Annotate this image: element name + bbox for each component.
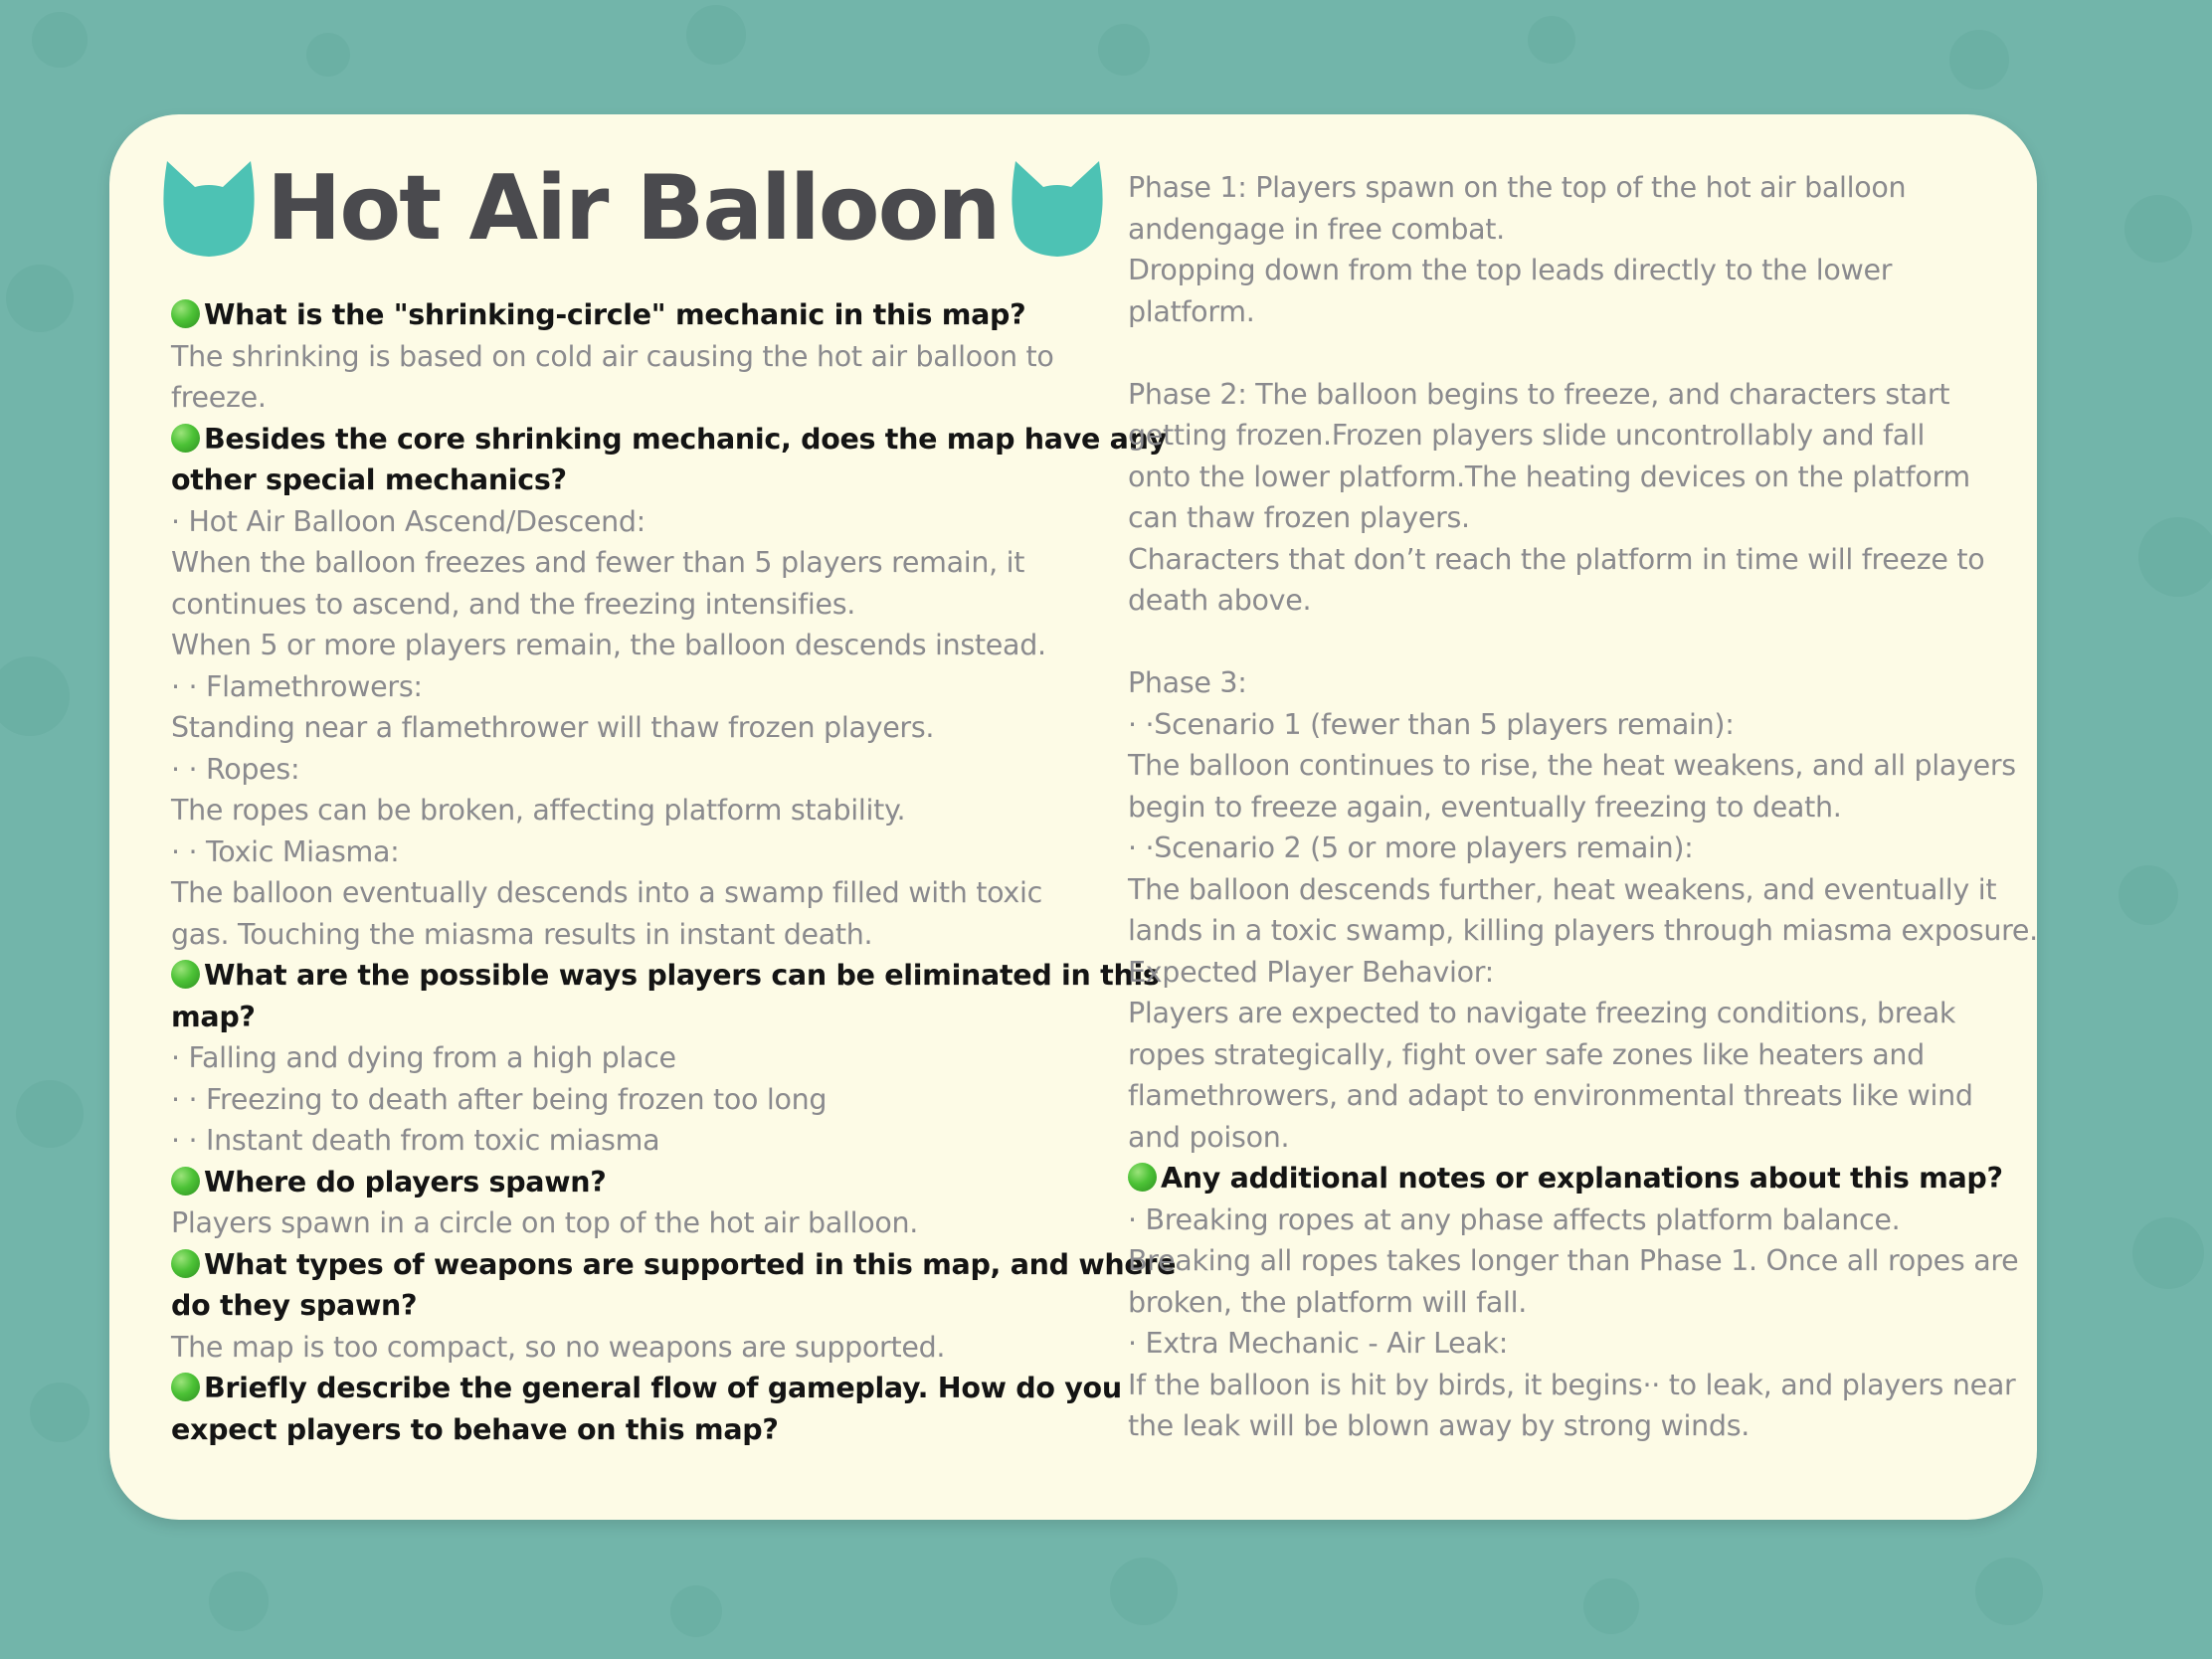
question-text: What is the "shrinking-circle" mechanic in this map? — [204, 298, 1026, 331]
answer-text: onto the lower platform.The heating devices on the platform — [1128, 460, 1970, 493]
answer-line — [171, 1202, 1046, 1244]
answer-line — [1128, 910, 2038, 952]
answer-text: · Falling and dying from a high place — [171, 1041, 676, 1074]
answer-line — [1128, 869, 2003, 911]
answer-line — [1128, 1323, 2003, 1365]
answer-line — [1128, 580, 2003, 622]
answer-line — [171, 1327, 1046, 1369]
answer-text: Expected Player Behavior: — [1128, 955, 1494, 989]
answer-line — [171, 749, 1046, 791]
question-text: Where do players spawn? — [204, 1165, 607, 1198]
answer-line — [1128, 662, 2003, 704]
answer-text: begin to freeze again, eventually freezing to death. — [1128, 790, 1842, 824]
answer-line — [1128, 1405, 2003, 1447]
answer-text: · · Ropes: — [171, 752, 300, 786]
question-line — [171, 294, 1046, 336]
answer-text: the leak will be blown away by strong winds. — [1128, 1409, 1751, 1442]
question-line — [171, 997, 1046, 1038]
title-row — [159, 149, 1034, 269]
answer-line — [1128, 993, 2003, 1034]
answer-line — [171, 336, 1054, 378]
answer-text: broken, the platform will fall. — [1128, 1285, 1528, 1319]
answer-line — [171, 872, 1046, 914]
answer-line — [171, 501, 1046, 543]
answer-line — [1128, 457, 2003, 498]
question-text: What are the possible ways players can be eliminated in this — [204, 959, 1160, 992]
answer-text: freeze. — [171, 381, 267, 414]
answer-text: and poison. — [1128, 1120, 1290, 1154]
answer-line — [171, 625, 1046, 666]
answer-text: flamethrowers, and adapt to environmental threats like wind — [1128, 1079, 1973, 1112]
question-text: expect players to behave on this map? — [171, 1412, 779, 1446]
paragraph-gap — [1128, 622, 2003, 663]
answer-text: When 5 or more players remain, the balloon descends instead. — [171, 629, 1046, 661]
answer-text: The balloon eventually descends into a swamp filled with toxic — [171, 876, 1042, 909]
question-text: What types of weapons are supported in this map, and where — [204, 1247, 1177, 1281]
answer-line — [1128, 828, 2003, 869]
answer-text: · · Toxic Miasma: — [171, 834, 400, 868]
answer-line — [1128, 745, 2016, 787]
question-line — [171, 460, 1046, 501]
question-text: Briefly describe the general flow of gameplay. How do you — [204, 1372, 1122, 1404]
answer-line — [1128, 167, 2003, 209]
answer-text: · Breaking ropes at any phase affects platform balance. — [1128, 1202, 1901, 1236]
cat-head-icon — [1008, 157, 1107, 261]
question-line — [171, 1162, 1046, 1203]
answer-line — [171, 1120, 1046, 1162]
answer-line — [1128, 1034, 2003, 1076]
question-line — [171, 955, 1160, 997]
answer-text: The balloon descends further, heat weakens, and eventually it — [1128, 872, 1997, 906]
answer-line — [171, 584, 1046, 626]
answer-line — [171, 542, 1046, 584]
answer-text: Standing near a flamethrower will thaw frozen players. — [171, 711, 935, 744]
answer-text: Phase 1: Players spawn on the top of the hot air balloon — [1128, 171, 1907, 204]
answer-text: Phase 2: The balloon begins to freeze, and characters start — [1128, 377, 1950, 411]
answer-text: Breaking all ropes takes longer than Phase 1. Once all ropes are — [1128, 1244, 2019, 1277]
answer-text: The ropes can be broken, affecting platform stability. — [171, 794, 906, 827]
answer-text: death above. — [1128, 584, 1312, 617]
answer-text: · · Freezing to death after being frozen too long — [171, 1082, 828, 1116]
answer-line — [171, 707, 1046, 749]
answer-line — [171, 831, 1046, 873]
answer-line — [1128, 539, 2003, 581]
answer-line — [1128, 1240, 2019, 1282]
question-line — [171, 1409, 1046, 1451]
answer-text: gas. Touching the miasma results in instant death. — [171, 917, 873, 951]
question-text: map? — [171, 1000, 256, 1033]
answer-line — [1128, 209, 2003, 251]
answer-text: · Hot Air Balloon Ascend/Descend: — [171, 504, 645, 538]
green-circle-bullet-icon — [171, 960, 200, 989]
green-circle-bullet-icon — [171, 424, 200, 453]
question-line — [1128, 1158, 2003, 1199]
answer-text: · Extra Mechanic - Air Leak: — [1128, 1327, 1509, 1360]
paragraph-gap — [1128, 332, 2003, 374]
green-circle-bullet-icon — [1128, 1163, 1157, 1192]
question-text: Any additional notes or explanations about this map? — [1161, 1162, 2003, 1195]
question-line — [171, 1285, 1046, 1327]
answer-text: · ·Scenario 2 (5 or more players remain): — [1128, 831, 1694, 864]
answer-line — [1128, 1365, 2016, 1406]
answer-line — [171, 1079, 1046, 1121]
green-circle-bullet-icon — [171, 299, 200, 328]
question-text: Besides the core shrinking mechanic, does the map have any — [204, 422, 1167, 456]
answer-line — [1128, 1075, 2003, 1117]
answer-text: lands in a toxic swamp, killing players through miasma exposure. — [1128, 914, 2038, 947]
answer-text: getting frozen.Frozen players slide uncontrollably and fall — [1128, 419, 1926, 452]
answer-line — [1128, 787, 2003, 829]
answer-text: Players spawn in a circle on top of the hot air balloon. — [171, 1206, 919, 1239]
answer-line — [1128, 291, 2003, 333]
answer-line — [1128, 250, 2003, 291]
answer-line — [171, 666, 1046, 708]
answer-text: If the balloon is hit by birds, it begins·· to leak, and players near — [1128, 1368, 2016, 1401]
answer-text: The balloon continues to rise, the heat weakens, and all players — [1128, 749, 2016, 782]
answer-line — [1128, 1199, 2003, 1241]
question-text: other special mechanics? — [171, 463, 567, 496]
answer-text: ropes strategically, fight over safe zones like heaters and — [1128, 1037, 1925, 1071]
right-column — [1128, 167, 2038, 1447]
answer-line — [1128, 1117, 2003, 1159]
question-text: do they spawn? — [171, 1289, 418, 1322]
answer-line — [171, 790, 1046, 831]
answer-text: platform. — [1128, 294, 1255, 328]
answer-line — [1128, 415, 2003, 457]
answer-text: andengage in free combat. — [1128, 212, 1505, 246]
question-line — [171, 419, 1167, 461]
answer-text: Characters that don’t reach the platform in time will freeze to — [1128, 542, 1985, 576]
answer-text: · · Flamethrowers: — [171, 669, 423, 703]
answer-line — [1128, 1282, 2003, 1324]
answer-line — [171, 1037, 1046, 1079]
answer-text: Players are expected to navigate freezing conditions, break — [1128, 997, 1956, 1029]
left-column — [171, 294, 1177, 1450]
green-circle-bullet-icon — [171, 1167, 200, 1196]
question-line — [171, 1368, 1122, 1409]
answer-text: When the balloon freezes and fewer than 5 players remain, it — [171, 546, 1025, 579]
page-title: Hot Air Balloon — [267, 156, 1000, 261]
answer-line — [171, 377, 1046, 419]
answer-text: continues to ascend, and the freezing intensifies. — [171, 587, 855, 621]
answer-text: Phase 3: — [1128, 666, 1247, 699]
answer-line — [1128, 497, 2003, 539]
answer-text: · · Instant death from toxic miasma — [171, 1124, 660, 1157]
answer-line — [1128, 704, 2003, 746]
green-circle-bullet-icon — [171, 1249, 200, 1278]
answer-text: Dropping down from the top leads directly to the lower — [1128, 254, 1893, 286]
answer-line — [171, 914, 1046, 956]
answer-text: · ·Scenario 1 (fewer than 5 players remain): — [1128, 707, 1735, 741]
answer-line — [1128, 952, 2003, 994]
answer-text: can thaw frozen players. — [1128, 501, 1470, 534]
answer-text: The map is too compact, so no weapons are supported. — [171, 1330, 946, 1364]
answer-line — [1128, 374, 2003, 416]
green-circle-bullet-icon — [171, 1373, 200, 1401]
answer-text: The shrinking is based on cold air causing the hot air balloon to — [171, 339, 1054, 373]
cat-head-icon — [159, 157, 259, 261]
question-line — [171, 1244, 1177, 1286]
